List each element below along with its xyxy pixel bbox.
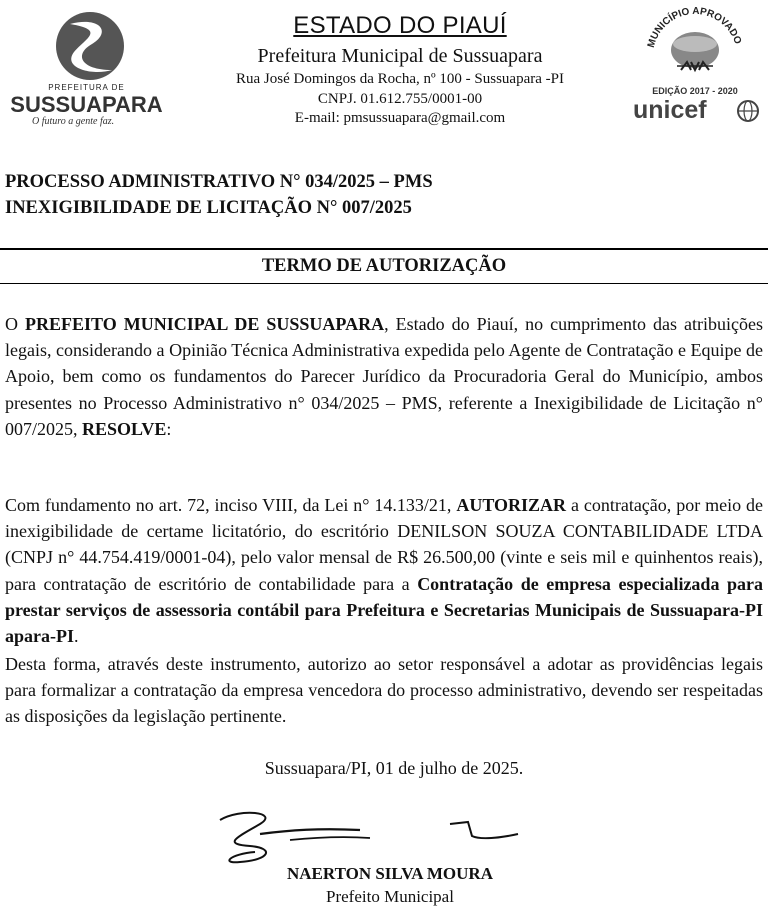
prefeitura-logo (4, 10, 169, 125)
signer-role: Prefeito Municipal (326, 887, 454, 906)
section-title: TERMO DE AUTORIZAÇÃO (261, 256, 507, 276)
seal-arc-text: MUNICÍPIO APROVADO (645, 5, 744, 49)
unicef-globe-icon (737, 100, 759, 122)
logo-slogan: O futuro a gente faz. (32, 116, 115, 127)
header-cnpj: CNPJ. 01.612.755/0001-00 (317, 91, 483, 107)
section-divider-bottom (0, 283, 768, 284)
paragraph-resolve: O PREFEITO MUNICIPAL DE SUSSUAPARA, Estado do Piauí, no cumprimento das atribuições legais, considerando a Opinião Técnica Administrativa expedida pelo Agente de Contratação e Equipe de Apoio, bem como os fundamentos do Parecer Jurídico da Procuradoria Geral do Município, ambos presentes no Processo Administrativo n° 034/2025 – PMS, referente a Inexigibilidade de Licitação n° 007/2025, RESOLVE: (5, 314, 764, 439)
process-number: PROCESSO ADMINISTRATIVO N° 034/2025 – PMS (5, 172, 433, 192)
logo-city-name: SUSSUAPARA (10, 92, 163, 117)
unicef-brand: unicef (633, 96, 707, 124)
paragraph-closing: Desta forma, através deste instrumento, autorizo ao setor responsável a adotar as providências legais para formalizar a contratação da empresa vencedora do processo administrativo, devendo ser respeitadas as disposições da legislação pertinente. (5, 654, 763, 727)
unicef-seal (625, 4, 765, 124)
handwritten-signature (200, 800, 530, 870)
logo-prefix: PREFEITURA DE (48, 83, 125, 92)
header-municipality: Prefeitura Municipal de Sussuapara (257, 45, 543, 67)
sussuapara-swoosh-icon (40, 10, 140, 82)
municipio-aprovado-seal-icon (625, 4, 765, 86)
signer-name: NAERTON SILVA MOURA (287, 864, 493, 883)
header-email: E-mail: pmsussuapara@gmail.com (294, 110, 506, 126)
seal-edition: EDIÇÃO 2017 - 2020 (652, 86, 738, 96)
header-state: ESTADO DO PIAUÍ (293, 12, 507, 39)
section-divider-top (0, 248, 768, 250)
inexigibility-number: INEXIGIBILIDADE DE LICITAÇÃO N° 007/2025 (5, 198, 412, 218)
paragraph-authorization: Com fundamento no art. 72, inciso VIII, da Lei n° 14.133/21, AUTORIZAR a contratação, por meio de inexigibilidade de certame licitatório, do escritório DENILSON SOUZA CONTABILIDADE LTDA (CNPJ n° 44.754.419/0001-04), pelo valor mensal de R$ 26.500,00 (vinte e seis mil e quinhentos reais), para contratação de escritório de contabilidade para a Contratação de empresa especializada para prestar serviços de assessoria contábil para Prefeitura e Secretarias Municipais de Sussuapara-PI apara-PI. (5, 495, 764, 647)
header-address: Rua José Domingos da Rocha, nº 100 - Sussuapara -PI (236, 71, 564, 87)
place-and-date: Sussuapara/PI, 01 de julho de 2025. (264, 758, 524, 778)
